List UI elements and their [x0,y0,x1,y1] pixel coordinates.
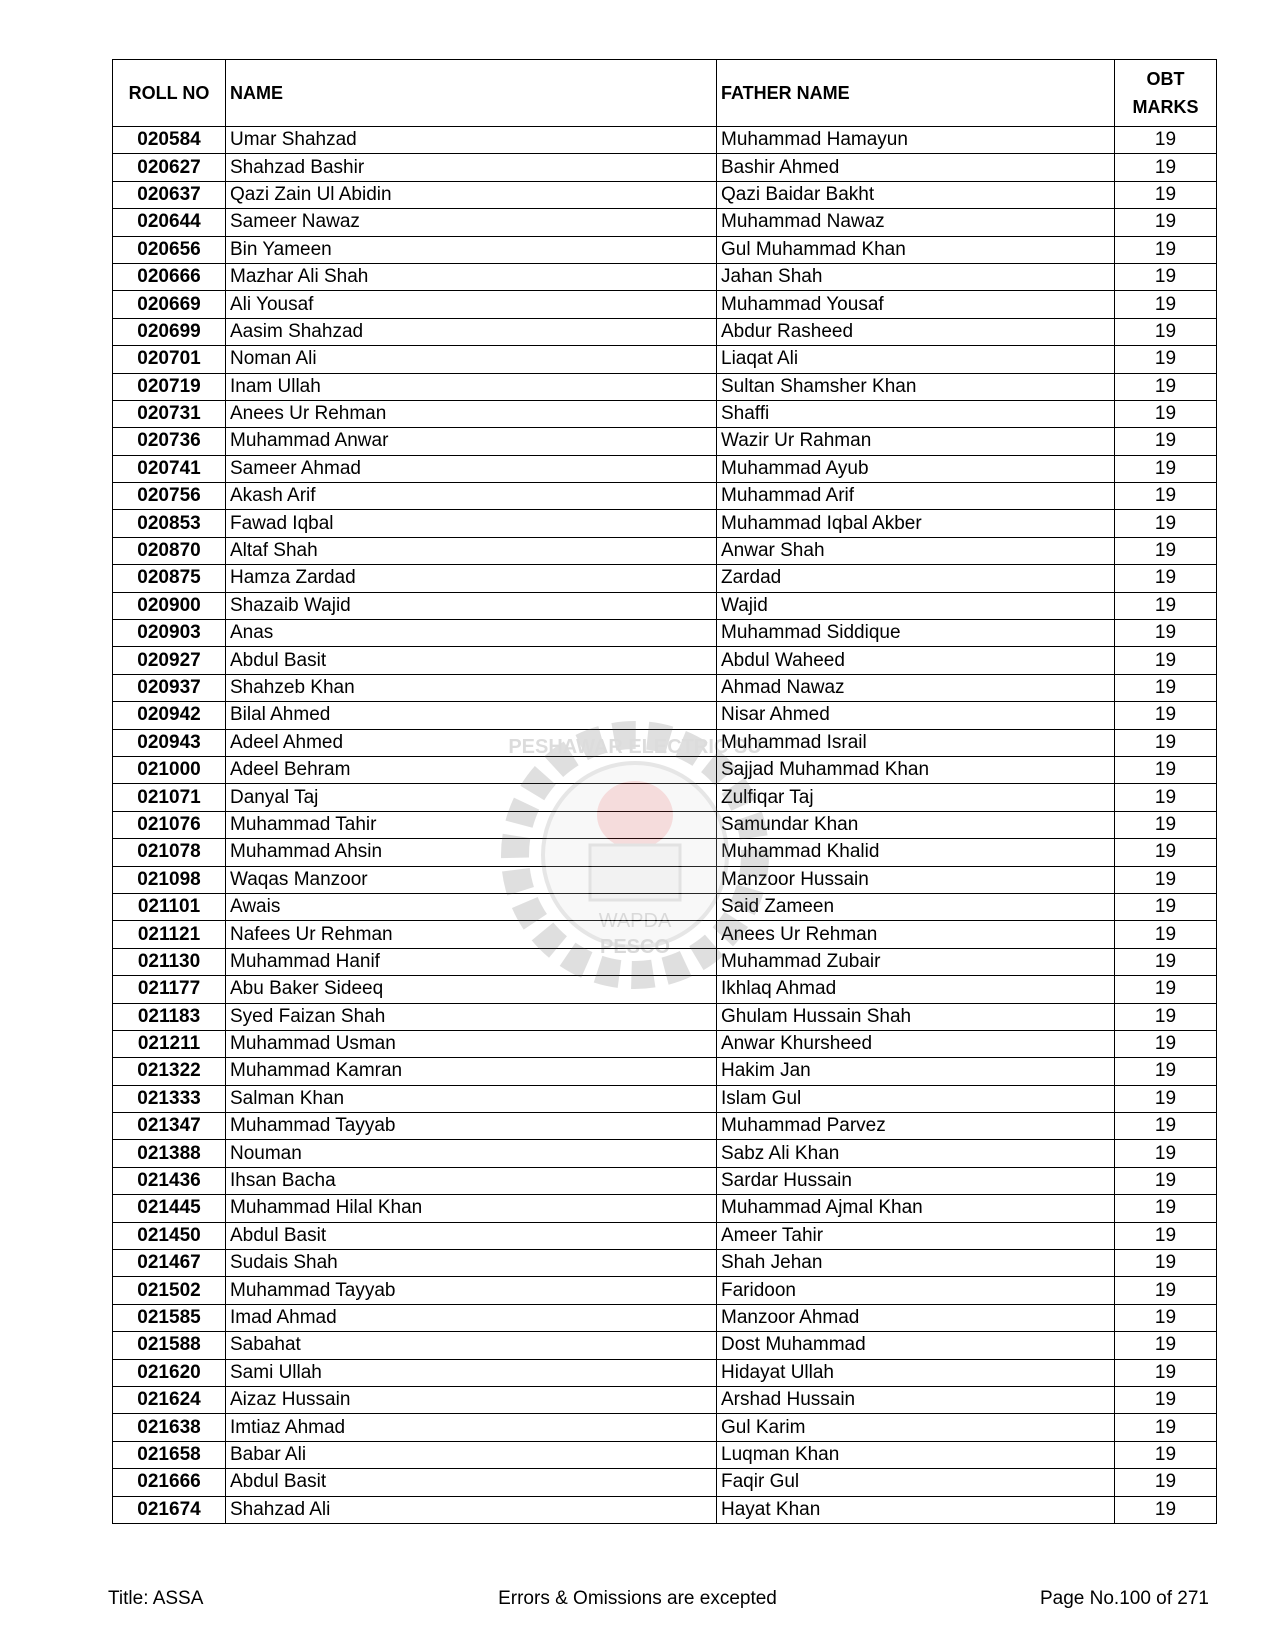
cell-name: Muhammad Tahir [226,811,717,838]
cell-obt-marks: 19 [1115,1386,1217,1413]
cell-obt-marks: 19 [1115,483,1217,510]
cell-name: Noman Ali [226,346,717,373]
cell-father-name: Shaffi [717,400,1115,427]
cell-roll-no: 021177 [113,976,226,1003]
cell-father-name: Muhammad Siddique [717,620,1115,647]
cell-name: Sameer Ahmad [226,455,717,482]
cell-name: Mazhar Ali Shah [226,263,717,290]
cell-roll-no: 020900 [113,592,226,619]
cell-name: Imtiaz Ahmad [226,1414,717,1441]
cell-roll-no: 020736 [113,428,226,455]
cell-roll-no: 021098 [113,866,226,893]
cell-roll-no: 021674 [113,1496,226,1523]
cell-obt-marks: 19 [1115,1113,1217,1140]
table-row [113,154,1217,181]
cell-roll-no: 020669 [113,291,226,318]
cell-obt-marks: 19 [1115,127,1217,154]
cell-roll-no: 021333 [113,1085,226,1112]
cell-father-name: Ahmad Nawaz [717,674,1115,701]
cell-father-name: Said Zameen [717,893,1115,920]
cell-obt-marks: 19 [1115,620,1217,647]
cell-roll-no: 021588 [113,1332,226,1359]
table-row [113,236,1217,263]
cell-father-name: Sultan Shamsher Khan [717,373,1115,400]
cell-father-name: Wajid [717,592,1115,619]
cell-father-name: Faqir Gul [717,1469,1115,1496]
table-row [113,729,1217,756]
cell-roll-no: 020637 [113,181,226,208]
cell-father-name: Muhammad Yousaf [717,291,1115,318]
table-row [113,948,1217,975]
cell-roll-no: 020644 [113,209,226,236]
cell-name: Qazi Zain Ul Abidin [226,181,717,208]
cell-father-name: Anwar Khursheed [717,1030,1115,1057]
cell-name: Umar Shahzad [226,127,717,154]
cell-obt-marks: 19 [1115,592,1217,619]
cell-obt-marks: 19 [1115,702,1217,729]
cell-father-name: Qazi Baidar Bakht [717,181,1115,208]
cell-obt-marks: 19 [1115,1003,1217,1030]
table-row [113,373,1217,400]
table-row [113,428,1217,455]
table-row [113,592,1217,619]
header-obt-marks [1115,60,1217,127]
cell-father-name: Zardad [717,565,1115,592]
table-row [113,510,1217,537]
cell-name: Inam Ullah [226,373,717,400]
cell-obt-marks: 19 [1115,346,1217,373]
table-row [113,1003,1217,1030]
cell-obt-marks: 19 [1115,1085,1217,1112]
table-row [113,483,1217,510]
cell-obt-marks: 19 [1115,318,1217,345]
table-row [113,1167,1217,1194]
table-row [113,127,1217,154]
cell-name: Muhammad Kamran [226,1058,717,1085]
cell-roll-no: 021076 [113,811,226,838]
cell-father-name: Hidayat Ullah [717,1359,1115,1386]
cell-name: Nafees Ur Rehman [226,921,717,948]
cell-father-name: Ghulam Hussain Shah [717,1003,1115,1030]
cell-name: Ali Yousaf [226,291,717,318]
cell-obt-marks: 19 [1115,647,1217,674]
cell-obt-marks: 19 [1115,373,1217,400]
cell-father-name: Nisar Ahmed [717,702,1115,729]
cell-name: Syed Faizan Shah [226,1003,717,1030]
cell-roll-no: 020719 [113,373,226,400]
cell-name: Akash Arif [226,483,717,510]
cell-father-name: Muhammad Arif [717,483,1115,510]
cell-obt-marks: 19 [1115,921,1217,948]
cell-name: Shazaib Wajid [226,592,717,619]
cell-name: Abu Baker Sideeq [226,976,717,1003]
cell-roll-no: 021388 [113,1140,226,1167]
cell-father-name: Jahan Shah [717,263,1115,290]
cell-name: Muhammad Hanif [226,948,717,975]
table-row [113,1250,1217,1277]
table-row [113,1386,1217,1413]
table-row [113,1113,1217,1140]
cell-name: Hamza Zardad [226,565,717,592]
cell-father-name: Faridoon [717,1277,1115,1304]
table-row [113,346,1217,373]
cell-father-name: Muhammad Khalid [717,839,1115,866]
cell-name: Aasim Shahzad [226,318,717,345]
cell-obt-marks: 19 [1115,565,1217,592]
cell-roll-no: 021624 [113,1386,226,1413]
cell-father-name: Muhammad Ayub [717,455,1115,482]
table-row [113,702,1217,729]
cell-father-name: Zulfiqar Taj [717,784,1115,811]
results-sheet [112,59,1204,1524]
cell-obt-marks: 19 [1115,1140,1217,1167]
cell-obt-marks: 19 [1115,1359,1217,1386]
cell-father-name: Liaqat Ali [717,346,1115,373]
cell-name: Adeel Behram [226,756,717,783]
cell-father-name: Anwar Shah [717,537,1115,564]
table-row [113,291,1217,318]
cell-name: Adeel Ahmed [226,729,717,756]
watermark-text-middle: WAPDA [598,910,672,932]
cell-obt-marks: 19 [1115,455,1217,482]
cell-obt-marks: 19 [1115,893,1217,920]
cell-father-name: Gul Karim [717,1414,1115,1441]
cell-name: Imad Ahmad [226,1304,717,1331]
cell-obt-marks: 19 [1115,510,1217,537]
cell-roll-no: 020927 [113,647,226,674]
cell-father-name: Samundar Khan [717,811,1115,838]
cell-father-name: Hayat Khan [717,1496,1115,1523]
cell-roll-no: 021211 [113,1030,226,1057]
header-roll-no: ROLL NO [113,60,226,127]
cell-name: Altaf Shah [226,537,717,564]
cell-roll-no: 021638 [113,1414,226,1441]
cell-roll-no: 020699 [113,318,226,345]
table-row [113,1359,1217,1386]
table-row [113,400,1217,427]
table-header-row [113,60,1217,127]
cell-father-name: Shah Jehan [717,1250,1115,1277]
cell-roll-no: 020870 [113,537,226,564]
cell-name: Nouman [226,1140,717,1167]
cell-obt-marks: 19 [1115,428,1217,455]
cell-obt-marks: 19 [1115,1250,1217,1277]
watermark-text-bottom: PESCO [599,936,671,958]
cell-roll-no: 020741 [113,455,226,482]
cell-father-name: Luqman Khan [717,1441,1115,1468]
table-row [113,1058,1217,1085]
cell-father-name: Muhammad Ajmal Khan [717,1195,1115,1222]
table-row [113,756,1217,783]
header-obt-marks-line2: MARKS [1132,97,1199,117]
cell-name: Danyal Taj [226,784,717,811]
cell-father-name: Gul Muhammad Khan [717,236,1115,263]
cell-name: Muhammad Usman [226,1030,717,1057]
table-row [113,1304,1217,1331]
footer-page-number: Page No.100 of 271 [1039,1588,1209,1609]
cell-roll-no: 021450 [113,1222,226,1249]
results-table [112,59,1217,1524]
cell-roll-no: 021130 [113,948,226,975]
cell-roll-no: 020875 [113,565,226,592]
cell-obt-marks: 19 [1115,1167,1217,1194]
table-row [113,674,1217,701]
cell-roll-no: 021445 [113,1195,226,1222]
cell-roll-no: 021078 [113,839,226,866]
cell-obt-marks: 19 [1115,1222,1217,1249]
cell-name: Shahzad Bashir [226,154,717,181]
cell-father-name: Ameer Tahir [717,1222,1115,1249]
cell-obt-marks: 19 [1115,154,1217,181]
table-row [113,1222,1217,1249]
cell-roll-no: 020942 [113,702,226,729]
cell-name: Abdul Basit [226,647,717,674]
cell-obt-marks: 19 [1115,839,1217,866]
cell-obt-marks: 19 [1115,756,1217,783]
cell-name: Sabahat [226,1332,717,1359]
header-father-name: FATHER NAME [717,60,1115,127]
cell-name: Anees Ur Rehman [226,400,717,427]
cell-father-name: Muhammad Hamayun [717,127,1115,154]
cell-obt-marks: 19 [1115,1332,1217,1359]
table-row [113,620,1217,647]
cell-roll-no: 021620 [113,1359,226,1386]
cell-father-name: Muhammad Zubair [717,948,1115,975]
cell-obt-marks: 19 [1115,784,1217,811]
table-row [113,921,1217,948]
cell-name: Sameer Nawaz [226,209,717,236]
cell-father-name: Abdul Waheed [717,647,1115,674]
cell-obt-marks: 19 [1115,1030,1217,1057]
cell-obt-marks: 19 [1115,291,1217,318]
cell-father-name: Abdur Rasheed [717,318,1115,345]
table-row [113,1140,1217,1167]
cell-father-name: Manzoor Hussain [717,866,1115,893]
cell-obt-marks: 19 [1115,1058,1217,1085]
cell-roll-no: 021436 [113,1167,226,1194]
cell-roll-no: 020943 [113,729,226,756]
cell-obt-marks: 19 [1115,1195,1217,1222]
cell-roll-no: 020903 [113,620,226,647]
cell-obt-marks: 19 [1115,236,1217,263]
cell-obt-marks: 19 [1115,866,1217,893]
cell-roll-no: 020756 [113,483,226,510]
cell-roll-no: 020853 [113,510,226,537]
cell-roll-no: 020627 [113,154,226,181]
cell-roll-no: 021322 [113,1058,226,1085]
cell-name: Muhammad Anwar [226,428,717,455]
cell-roll-no: 021183 [113,1003,226,1030]
cell-roll-no: 020656 [113,236,226,263]
cell-obt-marks: 19 [1115,1414,1217,1441]
cell-roll-no: 020666 [113,263,226,290]
cell-father-name: Dost Muhammad [717,1332,1115,1359]
cell-roll-no: 020731 [113,400,226,427]
cell-name: Bilal Ahmed [226,702,717,729]
cell-roll-no: 021658 [113,1441,226,1468]
header-name: NAME [226,60,717,127]
cell-roll-no: 021502 [113,1277,226,1304]
cell-father-name: Muhammad Nawaz [717,209,1115,236]
cell-name: Sami Ullah [226,1359,717,1386]
cell-name: Bin Yameen [226,236,717,263]
cell-name: Abdul Basit [226,1222,717,1249]
cell-father-name: Sajjad Muhammad Khan [717,756,1115,783]
table-row [113,565,1217,592]
cell-obt-marks: 19 [1115,976,1217,1003]
table-row [113,893,1217,920]
cell-name: Waqas Manzoor [226,866,717,893]
cell-father-name: Muhammad Parvez [717,1113,1115,1140]
cell-father-name: Wazir Ur Rahman [717,428,1115,455]
table-row [113,839,1217,866]
cell-roll-no: 021585 [113,1304,226,1331]
cell-name: Anas [226,620,717,647]
cell-father-name: Manzoor Ahmad [717,1304,1115,1331]
cell-father-name: Hakim Jan [717,1058,1115,1085]
cell-roll-no: 020701 [113,346,226,373]
cell-father-name: Anees Ur Rehman [717,921,1115,948]
cell-father-name: Muhammad Iqbal Akber [717,510,1115,537]
table-row [113,209,1217,236]
cell-name: Fawad Iqbal [226,510,717,537]
cell-name: Shahzad Ali [226,1496,717,1523]
cell-father-name: Arshad Hussain [717,1386,1115,1413]
table-row [113,1030,1217,1057]
table-row [113,1277,1217,1304]
cell-obt-marks: 19 [1115,729,1217,756]
cell-roll-no: 021121 [113,921,226,948]
cell-roll-no: 021101 [113,893,226,920]
table-row [113,1195,1217,1222]
cell-father-name: Islam Gul [717,1085,1115,1112]
table-row [113,181,1217,208]
table-row [113,647,1217,674]
cell-obt-marks: 19 [1115,263,1217,290]
table-row [113,318,1217,345]
watermark-text-top: PESHAWAR ELECTRIC SU [508,736,762,758]
table-row [113,1441,1217,1468]
cell-name: Abdul Basit [226,1469,717,1496]
cell-obt-marks: 19 [1115,209,1217,236]
cell-roll-no: 021347 [113,1113,226,1140]
cell-obt-marks: 19 [1115,181,1217,208]
table-row [113,1414,1217,1441]
table-row [113,537,1217,564]
table-row [113,976,1217,1003]
cell-obt-marks: 19 [1115,1469,1217,1496]
cell-father-name: Sabz Ali Khan [717,1140,1115,1167]
cell-name: Aizaz Hussain [226,1386,717,1413]
cell-name: Muhammad Tayyab [226,1113,717,1140]
table-row [113,866,1217,893]
cell-obt-marks: 19 [1115,537,1217,564]
table-row [113,455,1217,482]
cell-roll-no: 020584 [113,127,226,154]
cell-name: Ihsan Bacha [226,1167,717,1194]
table-row [113,263,1217,290]
table-row [113,1496,1217,1523]
cell-name: Awais [226,893,717,920]
cell-obt-marks: 19 [1115,811,1217,838]
cell-obt-marks: 19 [1115,674,1217,701]
cell-father-name: Bashir Ahmed [717,154,1115,181]
cell-obt-marks: 19 [1115,1496,1217,1523]
cell-name: Babar Ali [226,1441,717,1468]
cell-obt-marks: 19 [1115,400,1217,427]
table-row [113,1085,1217,1112]
table-row [113,1332,1217,1359]
cell-roll-no: 021000 [113,756,226,783]
cell-name: Sudais Shah [226,1250,717,1277]
cell-father-name: Ikhlaq Ahmad [717,976,1115,1003]
cell-name: Muhammad Hilal Khan [226,1195,717,1222]
cell-roll-no: 021666 [113,1469,226,1496]
cell-obt-marks: 19 [1115,948,1217,975]
cell-name: Muhammad Tayyab [226,1277,717,1304]
table-row [113,1469,1217,1496]
cell-roll-no: 020937 [113,674,226,701]
footer-title: Title: ASSA [108,1588,204,1609]
cell-name: Salman Khan [226,1085,717,1112]
cell-name: Shahzeb Khan [226,674,717,701]
cell-roll-no: 021467 [113,1250,226,1277]
cell-obt-marks: 19 [1115,1304,1217,1331]
cell-obt-marks: 19 [1115,1441,1217,1468]
footer-note: Errors & Omissions are excepted [498,1588,777,1609]
cell-obt-marks: 19 [1115,1277,1217,1304]
table-body [113,127,1217,1524]
header-obt-marks-line1: OBT [1146,69,1185,89]
cell-name: Muhammad Ahsin [226,839,717,866]
table-row [113,784,1217,811]
cell-roll-no: 021071 [113,784,226,811]
table-row [113,811,1217,838]
cell-father-name: Muhammad Israil [717,729,1115,756]
cell-father-name: Sardar Hussain [717,1167,1115,1194]
